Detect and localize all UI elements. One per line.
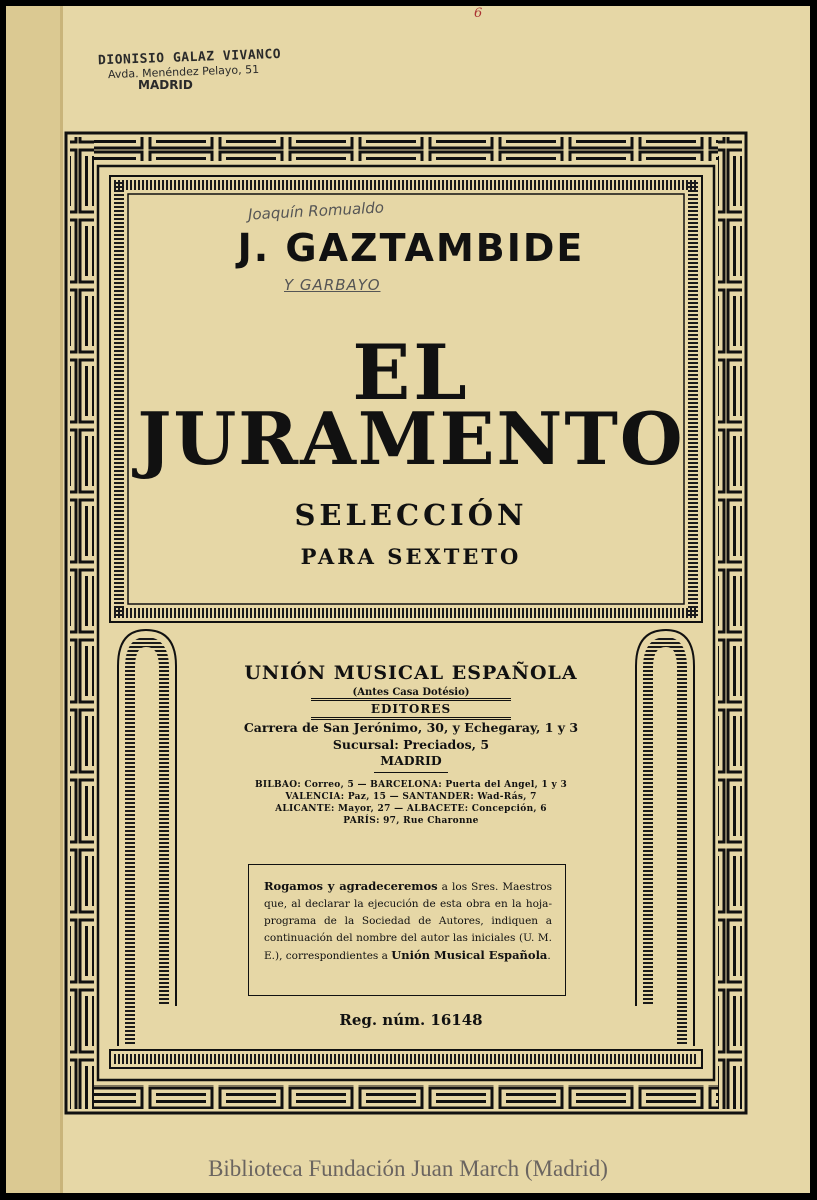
library-watermark: Biblioteca Fundación Juan March (Madrid) [208, 1156, 608, 1181]
subtitle-seleccion: SELECCIÓN [294, 498, 528, 532]
publisher-former-name: (Antes Casa Dotésio) [352, 687, 470, 698]
publisher-name: UNIÓN MUSICAL ESPAÑOLA [244, 662, 578, 684]
cover-page [6, 6, 810, 1193]
publisher-branch: Sucursal: Preciados, 5 [332, 737, 490, 752]
subtitle-instrumentation: PARA SEXTETO [300, 544, 522, 569]
branch-line: ALICANTE: Mayor, 27 — ALBACETE: Concepción, 6 [275, 804, 547, 814]
notice-text [264, 878, 552, 965]
title-line-1: EL [352, 328, 470, 417]
composer-name: J. GAZTAMBIDE [237, 226, 585, 270]
notice-bold-start: Rogamos y agradeceremos [264, 879, 438, 893]
branch-line: BILBAO: Correo, 5 — BARCELONA: Puerta del Angel, 1 y 3 [254, 780, 568, 790]
divider [374, 772, 448, 773]
notice-tail: . [547, 950, 551, 962]
branch-line: PARÍS: 97, Rue Charonne [343, 816, 479, 826]
stamp-city: MADRID [138, 78, 193, 92]
handwritten-annotation-first-name: Joaquín Romualdo [247, 198, 385, 224]
handwritten-annotation-surname: Y GARBAYO [284, 276, 381, 294]
registration-number: Reg. núm. 16148 [339, 1011, 483, 1029]
publisher-address: Carrera de San Jerónimo, 30, y Echegaray, 1 y 3 [243, 720, 579, 735]
branch-line: VALENCIA: Paz, 15 — SANTANDER: Wad-Rás, 7 [285, 792, 537, 802]
title-line-2: JURAMENTO [137, 396, 685, 481]
stamp-street: Avda. Menéndez Pelayo, 51 [107, 62, 260, 82]
publisher-city: MADRID [380, 753, 442, 768]
publisher-editores: EDITORES [311, 698, 511, 720]
stamp-name: DIONISIO GALAZ VIVANCO [97, 46, 282, 69]
notice-body: a los Sres. Maestros que, al declarar la ejecución de esta obra en la hoja-programa de la Sociedad de Autores, indiquen a continuación del nombre del autor las iniciales (U. M. E.), correspondientes a [264, 881, 552, 962]
notice-bold-end: Unión Musical Española [391, 948, 548, 962]
pencil-mark: 6 [474, 6, 483, 21]
